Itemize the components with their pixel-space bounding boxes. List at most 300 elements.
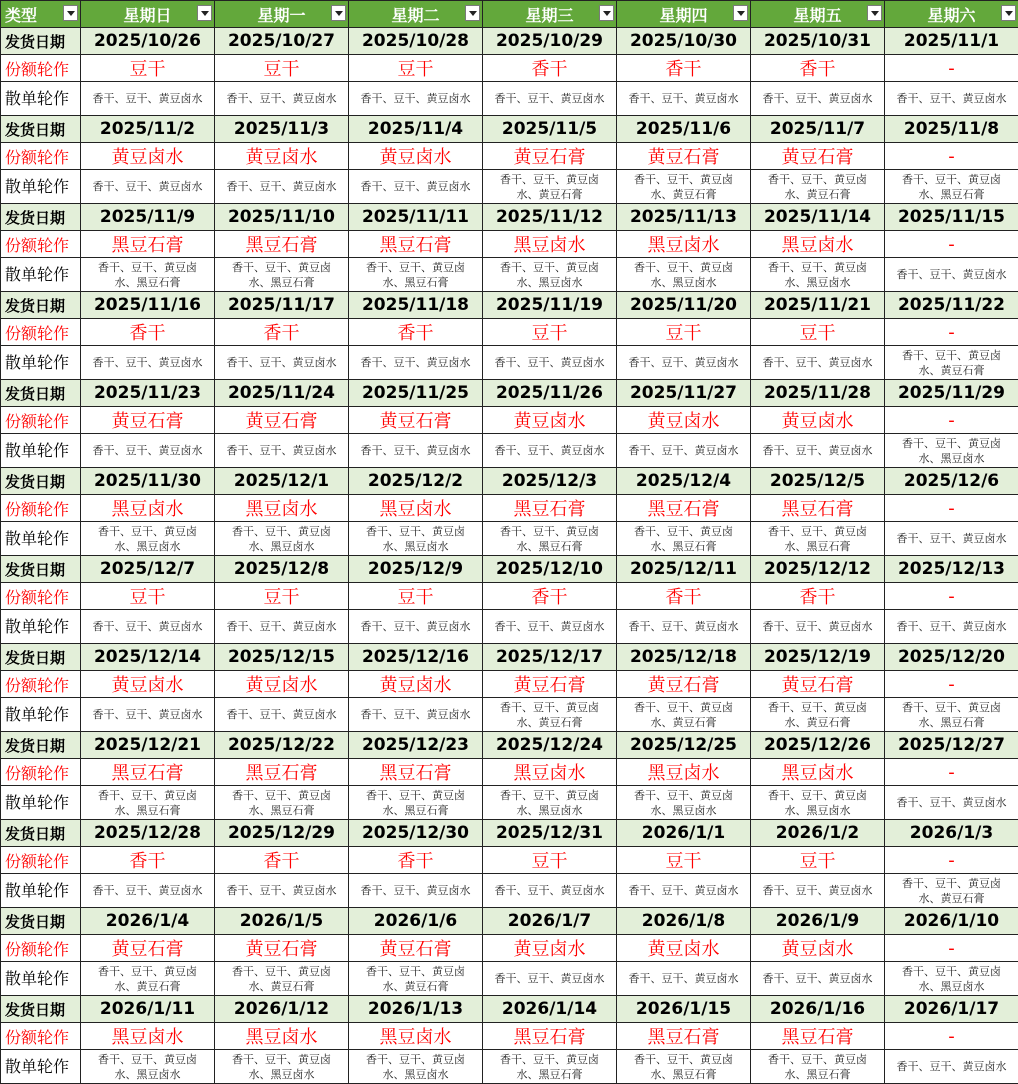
ship-date-cell[interactable]: 2025/10/31 bbox=[751, 28, 885, 55]
row-label-quota[interactable]: 份额轮作 bbox=[1, 583, 81, 610]
loose-rotation-cell[interactable] bbox=[751, 874, 885, 908]
row-label-quota[interactable]: 份额轮作 bbox=[1, 407, 81, 434]
loose-rotation-cell[interactable] bbox=[483, 610, 617, 644]
ship-date-cell[interactable]: 2026/1/3 bbox=[885, 820, 1018, 847]
loose-rotation-cell[interactable] bbox=[483, 82, 617, 116]
loose-rotation-cell[interactable] bbox=[617, 82, 751, 116]
loose-rotation-cell[interactable] bbox=[215, 698, 349, 732]
quota-rotation-cell[interactable]: - bbox=[885, 319, 1018, 346]
loose-rotation-cell[interactable] bbox=[751, 434, 885, 468]
row-label-date[interactable]: 发货日期 bbox=[1, 820, 81, 847]
loose-rotation-cell[interactable] bbox=[751, 610, 885, 644]
ship-date-cell[interactable]: 2025/12/10 bbox=[483, 556, 617, 583]
loose-rotation-cell[interactable] bbox=[81, 610, 215, 644]
row-label-quota[interactable]: 份额轮作 bbox=[1, 231, 81, 258]
quota-rotation-cell[interactable]: 黄豆卤水 bbox=[349, 671, 483, 698]
row-label-loose[interactable]: 散单轮作 bbox=[1, 170, 81, 204]
ship-date-cell[interactable]: 2025/11/16 bbox=[81, 292, 215, 319]
ship-date-cell[interactable]: 2026/1/13 bbox=[349, 996, 483, 1023]
loose-rotation-cell[interactable] bbox=[349, 874, 483, 908]
loose-rotation-cell[interactable] bbox=[617, 874, 751, 908]
quota-rotation-cell[interactable]: 黄豆卤水 bbox=[81, 143, 215, 170]
ship-date-cell[interactable]: 2025/11/14 bbox=[751, 204, 885, 231]
ship-date-cell[interactable]: 2025/12/16 bbox=[349, 644, 483, 671]
loose-rotation-cell[interactable] bbox=[483, 522, 617, 556]
ship-date-cell[interactable]: 2025/11/25 bbox=[349, 380, 483, 407]
row-label-date[interactable]: 发货日期 bbox=[1, 204, 81, 231]
quota-rotation-cell[interactable]: 黄豆石膏 bbox=[349, 407, 483, 434]
quota-rotation-cell[interactable]: 黄豆石膏 bbox=[349, 935, 483, 962]
quota-rotation-cell[interactable]: 香干 bbox=[81, 847, 215, 874]
ship-date-cell[interactable]: 2025/11/4 bbox=[349, 116, 483, 143]
loose-rotation-cell[interactable] bbox=[483, 874, 617, 908]
quota-rotation-cell[interactable]: 黑豆石膏 bbox=[751, 495, 885, 522]
ship-date-cell[interactable]: 2025/12/6 bbox=[885, 468, 1018, 495]
ship-date-cell[interactable]: 2025/11/23 bbox=[81, 380, 215, 407]
ship-date-cell[interactable]: 2025/12/15 bbox=[215, 644, 349, 671]
loose-rotation-cell[interactable] bbox=[215, 786, 349, 820]
ship-date-cell[interactable]: 2025/12/1 bbox=[215, 468, 349, 495]
quota-rotation-cell[interactable]: 豆干 bbox=[349, 55, 483, 82]
row-label-loose[interactable]: 散单轮作 bbox=[1, 82, 81, 116]
loose-rotation-cell[interactable] bbox=[81, 258, 215, 292]
ship-date-cell[interactable]: 2025/12/23 bbox=[349, 732, 483, 759]
quota-rotation-cell[interactable]: 黄豆石膏 bbox=[483, 671, 617, 698]
ship-date-cell[interactable]: 2025/10/30 bbox=[617, 28, 751, 55]
quota-rotation-cell[interactable]: 黑豆石膏 bbox=[483, 1023, 617, 1050]
ship-date-cell[interactable]: 2025/12/28 bbox=[81, 820, 215, 847]
loose-rotation-cell[interactable] bbox=[751, 698, 885, 732]
ship-date-cell[interactable]: 2025/12/31 bbox=[483, 820, 617, 847]
loose-rotation-cell[interactable] bbox=[349, 1050, 483, 1084]
row-label-date[interactable]: 发货日期 bbox=[1, 116, 81, 143]
header-cell-day[interactable] bbox=[617, 1, 751, 28]
quota-rotation-cell[interactable]: 黑豆石膏 bbox=[215, 759, 349, 786]
row-label-loose[interactable]: 散单轮作 bbox=[1, 258, 81, 292]
quota-rotation-cell[interactable]: 黄豆卤水 bbox=[751, 407, 885, 434]
header-cell-day[interactable] bbox=[81, 1, 215, 28]
row-label-loose[interactable]: 散单轮作 bbox=[1, 786, 81, 820]
ship-date-cell[interactable]: 2025/12/8 bbox=[215, 556, 349, 583]
loose-rotation-cell[interactable] bbox=[483, 962, 617, 996]
quota-rotation-cell[interactable]: 豆干 bbox=[81, 55, 215, 82]
dropdown-arrow-icon[interactable] bbox=[331, 5, 346, 21]
ship-date-cell[interactable]: 2026/1/8 bbox=[617, 908, 751, 935]
ship-date-cell[interactable]: 2026/1/15 bbox=[617, 996, 751, 1023]
quota-rotation-cell[interactable]: 黄豆卤水 bbox=[483, 935, 617, 962]
loose-rotation-cell[interactable] bbox=[81, 962, 215, 996]
quota-rotation-cell[interactable]: 黑豆石膏 bbox=[81, 759, 215, 786]
ship-date-cell[interactable]: 2025/11/1 bbox=[885, 28, 1018, 55]
row-label-date[interactable]: 发货日期 bbox=[1, 996, 81, 1023]
loose-rotation-cell[interactable] bbox=[349, 962, 483, 996]
loose-rotation-cell[interactable] bbox=[349, 258, 483, 292]
loose-rotation-cell[interactable] bbox=[349, 170, 483, 204]
loose-rotation-cell[interactable] bbox=[617, 1050, 751, 1084]
header-cell-day[interactable] bbox=[349, 1, 483, 28]
row-label-date[interactable]: 发货日期 bbox=[1, 644, 81, 671]
loose-rotation-cell[interactable] bbox=[885, 170, 1018, 204]
row-label-date[interactable]: 发货日期 bbox=[1, 556, 81, 583]
ship-date-cell[interactable]: 2025/11/6 bbox=[617, 116, 751, 143]
loose-rotation-cell[interactable] bbox=[617, 786, 751, 820]
quota-rotation-cell[interactable]: 黑豆石膏 bbox=[483, 495, 617, 522]
quota-rotation-cell[interactable]: 黑豆卤水 bbox=[617, 759, 751, 786]
loose-rotation-cell[interactable] bbox=[349, 522, 483, 556]
quota-rotation-cell[interactable]: 黄豆石膏 bbox=[215, 407, 349, 434]
quota-rotation-cell[interactable]: 香干 bbox=[751, 583, 885, 610]
loose-rotation-cell[interactable] bbox=[81, 1050, 215, 1084]
ship-date-cell[interactable]: 2025/12/26 bbox=[751, 732, 885, 759]
row-label-quota[interactable]: 份额轮作 bbox=[1, 935, 81, 962]
row-label-quota[interactable]: 份额轮作 bbox=[1, 55, 81, 82]
ship-date-cell[interactable]: 2025/11/28 bbox=[751, 380, 885, 407]
quota-rotation-cell[interactable]: 黄豆卤水 bbox=[215, 671, 349, 698]
row-label-quota[interactable]: 份额轮作 bbox=[1, 495, 81, 522]
loose-rotation-cell[interactable] bbox=[81, 170, 215, 204]
row-label-loose[interactable]: 散单轮作 bbox=[1, 874, 81, 908]
loose-rotation-cell[interactable] bbox=[617, 522, 751, 556]
loose-rotation-cell[interactable] bbox=[349, 346, 483, 380]
ship-date-cell[interactable]: 2025/12/24 bbox=[483, 732, 617, 759]
quota-rotation-cell[interactable]: - bbox=[885, 1023, 1018, 1050]
row-label-date[interactable]: 发货日期 bbox=[1, 468, 81, 495]
ship-date-cell[interactable]: 2025/12/21 bbox=[81, 732, 215, 759]
loose-rotation-cell[interactable] bbox=[349, 434, 483, 468]
row-label-date[interactable]: 发货日期 bbox=[1, 292, 81, 319]
loose-rotation-cell[interactable] bbox=[483, 170, 617, 204]
quota-rotation-cell[interactable]: 黄豆石膏 bbox=[751, 671, 885, 698]
ship-date-cell[interactable]: 2025/11/7 bbox=[751, 116, 885, 143]
loose-rotation-cell[interactable] bbox=[617, 258, 751, 292]
loose-rotation-cell[interactable] bbox=[215, 346, 349, 380]
quota-rotation-cell[interactable]: 黑豆卤水 bbox=[483, 231, 617, 258]
loose-rotation-cell[interactable] bbox=[617, 346, 751, 380]
row-label-loose[interactable]: 散单轮作 bbox=[1, 1050, 81, 1084]
loose-rotation-cell[interactable] bbox=[885, 346, 1018, 380]
loose-rotation-cell[interactable] bbox=[751, 786, 885, 820]
quota-rotation-cell[interactable]: 香干 bbox=[215, 319, 349, 346]
row-label-date[interactable]: 发货日期 bbox=[1, 28, 81, 55]
header-cell-day[interactable] bbox=[483, 1, 617, 28]
loose-rotation-cell[interactable] bbox=[751, 962, 885, 996]
quota-rotation-cell[interactable]: 黑豆卤水 bbox=[81, 1023, 215, 1050]
quota-rotation-cell[interactable]: 黄豆卤水 bbox=[751, 935, 885, 962]
loose-rotation-cell[interactable] bbox=[349, 786, 483, 820]
ship-date-cell[interactable]: 2025/10/29 bbox=[483, 28, 617, 55]
ship-date-cell[interactable]: 2025/10/28 bbox=[349, 28, 483, 55]
loose-rotation-cell[interactable] bbox=[81, 522, 215, 556]
ship-date-cell[interactable]: 2025/11/21 bbox=[751, 292, 885, 319]
loose-rotation-cell[interactable] bbox=[483, 786, 617, 820]
quota-rotation-cell[interactable]: 黄豆卤水 bbox=[617, 935, 751, 962]
quota-rotation-cell[interactable]: 黑豆石膏 bbox=[617, 495, 751, 522]
quota-rotation-cell[interactable]: - bbox=[885, 935, 1018, 962]
ship-date-cell[interactable]: 2025/12/25 bbox=[617, 732, 751, 759]
ship-date-cell[interactable]: 2025/12/22 bbox=[215, 732, 349, 759]
loose-rotation-cell[interactable] bbox=[751, 1050, 885, 1084]
row-label-loose[interactable]: 散单轮作 bbox=[1, 698, 81, 732]
quota-rotation-cell[interactable]: 黄豆石膏 bbox=[617, 143, 751, 170]
quota-rotation-cell[interactable]: 香干 bbox=[483, 583, 617, 610]
loose-rotation-cell[interactable] bbox=[349, 698, 483, 732]
ship-date-cell[interactable]: 2026/1/1 bbox=[617, 820, 751, 847]
ship-date-cell[interactable]: 2025/12/14 bbox=[81, 644, 215, 671]
quota-rotation-cell[interactable]: 豆干 bbox=[483, 847, 617, 874]
loose-rotation-cell[interactable] bbox=[483, 434, 617, 468]
loose-rotation-cell[interactable] bbox=[885, 874, 1018, 908]
ship-date-cell[interactable]: 2025/12/3 bbox=[483, 468, 617, 495]
loose-rotation-cell[interactable] bbox=[349, 610, 483, 644]
dropdown-arrow-icon[interactable] bbox=[465, 5, 480, 21]
ship-date-cell[interactable]: 2025/11/15 bbox=[885, 204, 1018, 231]
ship-date-cell[interactable]: 2025/11/27 bbox=[617, 380, 751, 407]
loose-rotation-cell[interactable] bbox=[81, 698, 215, 732]
ship-date-cell[interactable]: 2025/11/24 bbox=[215, 380, 349, 407]
quota-rotation-cell[interactable]: 黑豆卤水 bbox=[349, 495, 483, 522]
row-label-date[interactable]: 发货日期 bbox=[1, 380, 81, 407]
ship-date-cell[interactable]: 2026/1/6 bbox=[349, 908, 483, 935]
ship-date-cell[interactable]: 2025/11/26 bbox=[483, 380, 617, 407]
ship-date-cell[interactable]: 2025/11/29 bbox=[885, 380, 1018, 407]
ship-date-cell[interactable]: 2025/12/12 bbox=[751, 556, 885, 583]
quota-rotation-cell[interactable]: 豆干 bbox=[349, 583, 483, 610]
ship-date-cell[interactable]: 2025/11/5 bbox=[483, 116, 617, 143]
quota-rotation-cell[interactable]: 豆干 bbox=[483, 319, 617, 346]
ship-date-cell[interactable]: 2026/1/17 bbox=[885, 996, 1018, 1023]
ship-date-cell[interactable]: 2025/11/30 bbox=[81, 468, 215, 495]
quota-rotation-cell[interactable]: 黑豆石膏 bbox=[81, 231, 215, 258]
quota-rotation-cell[interactable]: - bbox=[885, 143, 1018, 170]
ship-date-cell[interactable]: 2026/1/9 bbox=[751, 908, 885, 935]
loose-rotation-cell[interactable] bbox=[751, 346, 885, 380]
quota-rotation-cell[interactable]: 黄豆卤水 bbox=[81, 671, 215, 698]
loose-rotation-cell[interactable] bbox=[885, 522, 1018, 556]
quota-rotation-cell[interactable]: 黄豆石膏 bbox=[751, 143, 885, 170]
quota-rotation-cell[interactable]: 黑豆石膏 bbox=[751, 1023, 885, 1050]
ship-date-cell[interactable]: 2025/11/3 bbox=[215, 116, 349, 143]
ship-date-cell[interactable]: 2026/1/7 bbox=[483, 908, 617, 935]
quota-rotation-cell[interactable]: - bbox=[885, 407, 1018, 434]
quota-rotation-cell[interactable]: 黄豆卤水 bbox=[617, 407, 751, 434]
ship-date-cell[interactable]: 2025/12/2 bbox=[349, 468, 483, 495]
quota-rotation-cell[interactable]: 豆干 bbox=[617, 319, 751, 346]
loose-rotation-cell[interactable] bbox=[215, 874, 349, 908]
dropdown-arrow-icon[interactable] bbox=[599, 5, 614, 21]
loose-rotation-cell[interactable] bbox=[81, 82, 215, 116]
loose-rotation-cell[interactable] bbox=[617, 610, 751, 644]
quota-rotation-cell[interactable]: 黑豆卤水 bbox=[751, 759, 885, 786]
ship-date-cell[interactable]: 2025/12/18 bbox=[617, 644, 751, 671]
loose-rotation-cell[interactable] bbox=[81, 786, 215, 820]
loose-rotation-cell[interactable] bbox=[885, 82, 1018, 116]
ship-date-cell[interactable]: 2025/12/30 bbox=[349, 820, 483, 847]
quota-rotation-cell[interactable]: 豆干 bbox=[81, 583, 215, 610]
ship-date-cell[interactable]: 2025/12/29 bbox=[215, 820, 349, 847]
loose-rotation-cell[interactable] bbox=[885, 258, 1018, 292]
row-label-loose[interactable]: 散单轮作 bbox=[1, 522, 81, 556]
ship-date-cell[interactable]: 2026/1/14 bbox=[483, 996, 617, 1023]
ship-date-cell[interactable]: 2025/12/9 bbox=[349, 556, 483, 583]
loose-rotation-cell[interactable] bbox=[483, 698, 617, 732]
quota-rotation-cell[interactable]: 香干 bbox=[349, 847, 483, 874]
header-cell-type[interactable] bbox=[1, 1, 81, 28]
ship-date-cell[interactable]: 2025/12/11 bbox=[617, 556, 751, 583]
header-cell-day[interactable] bbox=[215, 1, 349, 28]
loose-rotation-cell[interactable] bbox=[81, 874, 215, 908]
loose-rotation-cell[interactable] bbox=[885, 962, 1018, 996]
loose-rotation-cell[interactable] bbox=[885, 698, 1018, 732]
ship-date-cell[interactable]: 2025/12/17 bbox=[483, 644, 617, 671]
loose-rotation-cell[interactable] bbox=[751, 258, 885, 292]
ship-date-cell[interactable]: 2025/11/8 bbox=[885, 116, 1018, 143]
ship-date-cell[interactable]: 2025/11/13 bbox=[617, 204, 751, 231]
quota-rotation-cell[interactable]: 香干 bbox=[81, 319, 215, 346]
quota-rotation-cell[interactable]: - bbox=[885, 495, 1018, 522]
row-label-quota[interactable]: 份额轮作 bbox=[1, 759, 81, 786]
ship-date-cell[interactable]: 2025/11/10 bbox=[215, 204, 349, 231]
ship-date-cell[interactable]: 2025/12/4 bbox=[617, 468, 751, 495]
loose-rotation-cell[interactable] bbox=[483, 346, 617, 380]
quota-rotation-cell[interactable]: 黑豆石膏 bbox=[349, 231, 483, 258]
header-cell-day[interactable] bbox=[885, 1, 1018, 28]
ship-date-cell[interactable]: 2025/11/12 bbox=[483, 204, 617, 231]
ship-date-cell[interactable]: 2025/11/20 bbox=[617, 292, 751, 319]
quota-rotation-cell[interactable]: 香干 bbox=[483, 55, 617, 82]
loose-rotation-cell[interactable] bbox=[751, 170, 885, 204]
quota-rotation-cell[interactable]: 黑豆卤水 bbox=[751, 231, 885, 258]
quota-rotation-cell[interactable]: 黑豆石膏 bbox=[349, 759, 483, 786]
quota-rotation-cell[interactable]: 黄豆卤水 bbox=[349, 143, 483, 170]
ship-date-cell[interactable]: 2025/12/7 bbox=[81, 556, 215, 583]
ship-date-cell[interactable]: 2026/1/11 bbox=[81, 996, 215, 1023]
loose-rotation-cell[interactable] bbox=[617, 698, 751, 732]
quota-rotation-cell[interactable]: 黑豆卤水 bbox=[617, 231, 751, 258]
quota-rotation-cell[interactable]: 黑豆卤水 bbox=[349, 1023, 483, 1050]
dropdown-arrow-icon[interactable] bbox=[733, 5, 748, 21]
quota-rotation-cell[interactable]: 黄豆石膏 bbox=[81, 935, 215, 962]
loose-rotation-cell[interactable] bbox=[215, 434, 349, 468]
ship-date-cell[interactable]: 2025/11/2 bbox=[81, 116, 215, 143]
ship-date-cell[interactable]: 2026/1/2 bbox=[751, 820, 885, 847]
quota-rotation-cell[interactable]: 黄豆石膏 bbox=[81, 407, 215, 434]
loose-rotation-cell[interactable] bbox=[215, 82, 349, 116]
row-label-quota[interactable]: 份额轮作 bbox=[1, 319, 81, 346]
loose-rotation-cell[interactable] bbox=[215, 170, 349, 204]
ship-date-cell[interactable]: 2026/1/5 bbox=[215, 908, 349, 935]
row-label-loose[interactable]: 散单轮作 bbox=[1, 434, 81, 468]
loose-rotation-cell[interactable] bbox=[215, 962, 349, 996]
dropdown-arrow-icon[interactable] bbox=[867, 5, 882, 21]
dropdown-arrow-icon[interactable] bbox=[1001, 5, 1016, 21]
quota-rotation-cell[interactable]: - bbox=[885, 55, 1018, 82]
ship-date-cell[interactable]: 2025/11/11 bbox=[349, 204, 483, 231]
quota-rotation-cell[interactable]: - bbox=[885, 231, 1018, 258]
ship-date-cell[interactable]: 2025/11/9 bbox=[81, 204, 215, 231]
ship-date-cell[interactable]: 2026/1/4 bbox=[81, 908, 215, 935]
quota-rotation-cell[interactable]: 香干 bbox=[349, 319, 483, 346]
loose-rotation-cell[interactable] bbox=[617, 962, 751, 996]
loose-rotation-cell[interactable] bbox=[81, 346, 215, 380]
quota-rotation-cell[interactable]: - bbox=[885, 671, 1018, 698]
loose-rotation-cell[interactable] bbox=[215, 258, 349, 292]
quota-rotation-cell[interactable]: - bbox=[885, 847, 1018, 874]
quota-rotation-cell[interactable]: 豆干 bbox=[617, 847, 751, 874]
quota-rotation-cell[interactable]: 豆干 bbox=[751, 319, 885, 346]
quota-rotation-cell[interactable]: 黑豆石膏 bbox=[617, 1023, 751, 1050]
ship-date-cell[interactable]: 2025/12/20 bbox=[885, 644, 1018, 671]
row-label-date[interactable]: 发货日期 bbox=[1, 732, 81, 759]
quota-rotation-cell[interactable]: 豆干 bbox=[751, 847, 885, 874]
ship-date-cell[interactable]: 2025/11/17 bbox=[215, 292, 349, 319]
quota-rotation-cell[interactable]: 黑豆卤水 bbox=[215, 495, 349, 522]
row-label-loose[interactable]: 散单轮作 bbox=[1, 962, 81, 996]
header-cell-day[interactable] bbox=[751, 1, 885, 28]
ship-date-cell[interactable]: 2025/12/13 bbox=[885, 556, 1018, 583]
row-label-loose[interactable]: 散单轮作 bbox=[1, 610, 81, 644]
ship-date-cell[interactable]: 2025/12/19 bbox=[751, 644, 885, 671]
loose-rotation-cell[interactable] bbox=[751, 522, 885, 556]
quota-rotation-cell[interactable]: 黄豆卤水 bbox=[483, 407, 617, 434]
loose-rotation-cell[interactable] bbox=[215, 610, 349, 644]
quota-rotation-cell[interactable]: 黄豆石膏 bbox=[483, 143, 617, 170]
row-label-quota[interactable]: 份额轮作 bbox=[1, 671, 81, 698]
quota-rotation-cell[interactable]: 黑豆石膏 bbox=[215, 231, 349, 258]
loose-rotation-cell[interactable] bbox=[885, 434, 1018, 468]
quota-rotation-cell[interactable]: 豆干 bbox=[215, 55, 349, 82]
loose-rotation-cell[interactable] bbox=[885, 1050, 1018, 1084]
ship-date-cell[interactable]: 2025/12/5 bbox=[751, 468, 885, 495]
loose-rotation-cell[interactable] bbox=[483, 1050, 617, 1084]
loose-rotation-cell[interactable] bbox=[483, 258, 617, 292]
loose-rotation-cell[interactable] bbox=[885, 610, 1018, 644]
row-label-date[interactable]: 发货日期 bbox=[1, 908, 81, 935]
row-label-loose[interactable]: 散单轮作 bbox=[1, 346, 81, 380]
loose-rotation-cell[interactable] bbox=[885, 786, 1018, 820]
quota-rotation-cell[interactable]: 黑豆卤水 bbox=[483, 759, 617, 786]
row-label-quota[interactable]: 份额轮作 bbox=[1, 143, 81, 170]
loose-rotation-cell[interactable] bbox=[617, 434, 751, 468]
loose-rotation-cell[interactable] bbox=[751, 82, 885, 116]
ship-date-cell[interactable]: 2026/1/12 bbox=[215, 996, 349, 1023]
quota-rotation-cell[interactable]: 豆干 bbox=[215, 583, 349, 610]
ship-date-cell[interactable]: 2025/11/19 bbox=[483, 292, 617, 319]
ship-date-cell[interactable]: 2025/10/27 bbox=[215, 28, 349, 55]
ship-date-cell[interactable]: 2025/10/26 bbox=[81, 28, 215, 55]
quota-rotation-cell[interactable]: 香干 bbox=[215, 847, 349, 874]
quota-rotation-cell[interactable]: 黑豆卤水 bbox=[215, 1023, 349, 1050]
loose-rotation-cell[interactable] bbox=[215, 1050, 349, 1084]
dropdown-arrow-icon[interactable] bbox=[197, 5, 212, 21]
ship-date-cell[interactable]: 2026/1/10 bbox=[885, 908, 1018, 935]
row-label-quota[interactable]: 份额轮作 bbox=[1, 847, 81, 874]
quota-rotation-cell[interactable]: - bbox=[885, 759, 1018, 786]
loose-rotation-cell[interactable] bbox=[617, 170, 751, 204]
quota-rotation-cell[interactable]: 香干 bbox=[617, 583, 751, 610]
quota-rotation-cell[interactable]: - bbox=[885, 583, 1018, 610]
quota-rotation-cell[interactable]: 黄豆卤水 bbox=[215, 143, 349, 170]
quota-rotation-cell[interactable]: 黄豆石膏 bbox=[617, 671, 751, 698]
ship-date-cell[interactable]: 2025/11/18 bbox=[349, 292, 483, 319]
loose-rotation-cell[interactable] bbox=[81, 434, 215, 468]
dropdown-arrow-icon[interactable] bbox=[63, 5, 78, 21]
ship-date-cell[interactable]: 2025/12/27 bbox=[885, 732, 1018, 759]
quota-rotation-cell[interactable]: 香干 bbox=[751, 55, 885, 82]
quota-rotation-cell[interactable]: 黄豆石膏 bbox=[215, 935, 349, 962]
loose-rotation-cell[interactable] bbox=[215, 522, 349, 556]
ship-date-cell[interactable]: 2025/11/22 bbox=[885, 292, 1018, 319]
quota-rotation-cell[interactable]: 黑豆卤水 bbox=[81, 495, 215, 522]
